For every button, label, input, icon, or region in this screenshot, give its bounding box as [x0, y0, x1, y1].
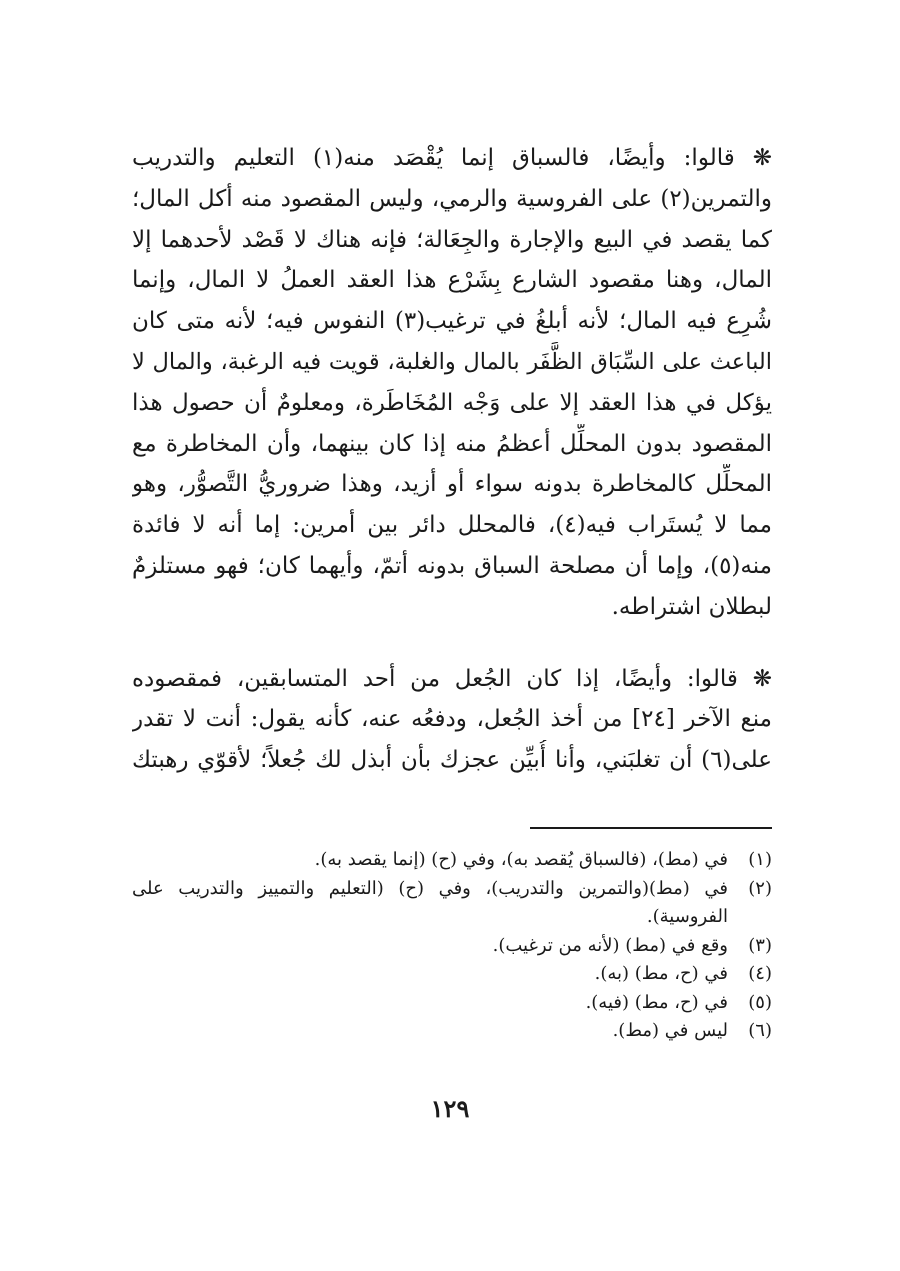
footnotes — [132, 846, 772, 1046]
footnote — [132, 989, 772, 1018]
footnote — [132, 960, 772, 989]
text-line: الباعث على السِّبَاق الظَّفَر بالمال والغلبة، قويت فيه الرغبة، والمال لا — [132, 348, 772, 375]
footnote-number: (٢) — [748, 877, 772, 899]
footnote-text: في (ح، مط) (فيه). — [585, 991, 728, 1013]
footnote-text: وقع في (مط) (لأنه من ترغيب). — [492, 934, 728, 956]
footnote-number: (٣) — [748, 934, 772, 956]
text-line: ❋ قالوا: وأيضًا، إذا كان الجُعل من أحد المتسابقين، فمقصوده — [132, 665, 772, 692]
text-line: المال، وهنا مقصود الشارع بِشَرْع هذا العقد العملُ لا المال، وإنما — [132, 267, 772, 294]
page-number: ١٢٩ — [430, 1094, 470, 1123]
text-line: المقصود بدون المحلِّل أعظمُ منه إذا كان بينهما، وأن المخاطرة مع — [132, 430, 772, 457]
footnote-number: (٤) — [748, 963, 772, 984]
footnote — [132, 875, 772, 932]
footnote — [132, 932, 772, 961]
text-line: كما يقصد في البيع والإجارة والجِعَالة؛ فإنه هناك لا قَصْد لأحدهما إلا — [132, 226, 772, 253]
footnote-text: في (ح، مط) (به). — [594, 963, 728, 984]
footnote-line: الفروسية). — [646, 906, 728, 927]
paragraph — [132, 659, 772, 781]
paragraph-gap — [132, 628, 772, 659]
footnote-text: ليس في (مط). — [612, 1020, 728, 1041]
paragraph — [132, 138, 772, 628]
footnote-divider — [530, 827, 772, 829]
text-line: على(٦) أن تغلبَني، وأنا أُبيِّن عجزك بأن أبذل لك جُعلاً؛ لأقوّي رهبتك — [132, 747, 772, 774]
footnote-text — [132, 875, 728, 932]
footnote-text: في (مط)، (فالسباق يُقصد به)، وفي (ح) (إنما يقصد به). — [314, 849, 728, 870]
text-line: منع الآخر [٢٤] من أخذ الجُعل، ودفعُه عنه، كأنه يقول: أنت لا تقدر — [132, 706, 772, 733]
text-line: يؤكل في هذا العقد إلا على وَجْه المُخَاطَرة، ومعلومٌ أن حصول هذا — [132, 389, 772, 416]
text-line: منه(٥)، وإما أن مصلحة السباق بدونه أتمّ، وأيهما كان؛ فهو مستلزمٌ — [132, 552, 772, 579]
text-line: مما لا يُستَراب فيه(٤)، فالمحلل دائر بين أمرين: إما أنه لا فائدة — [132, 512, 772, 539]
text-line: شُرِع فيه المال؛ لأنه أبلغُ في ترغيب(٣) النفوس فيه؛ لأنه متى كان — [132, 308, 772, 335]
text-line: والتمرين(٢) على الفروسية والرمي، وليس المقصود منه أكل المال؛ — [132, 185, 772, 212]
text-line: ❋ قالوا: وأيضًا، فالسباق إنما يُقْصَد منه(١) التعليم والتدريب — [132, 145, 772, 171]
footnote-number: (١) — [748, 849, 772, 870]
footnote — [132, 1017, 772, 1046]
footnote — [132, 846, 772, 875]
footnote-number: (٦) — [748, 1020, 772, 1041]
text-line: المحلِّل كالمخاطرة بدونه سواء أو أزيد، وهذا ضروريُّ التَّصوُّر، وهو — [132, 471, 772, 498]
footnote-number: (٥) — [748, 991, 772, 1013]
text-line: لبطلان اشتراطه. — [611, 593, 772, 620]
footnote-line: في (مط)(والتمرين والتدريب)، وفي (ح) (التعليم والتمييز والتدريب على — [132, 877, 728, 899]
main-text — [132, 138, 772, 781]
